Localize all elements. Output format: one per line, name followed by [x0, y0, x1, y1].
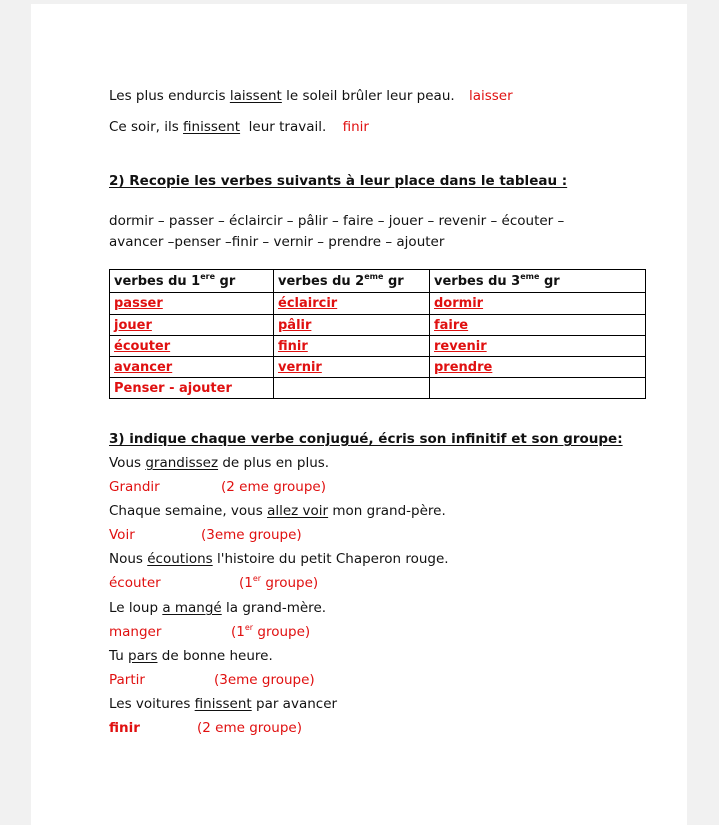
underlined-verb: grandissez — [145, 455, 219, 471]
underlined-verb: écoutions — [147, 551, 213, 567]
answer-infinitive: manger — [109, 624, 162, 640]
answer-group: (1er groupe) — [239, 574, 319, 591]
answer-infinitive: Voir — [109, 527, 135, 543]
exercise-sentence: Vous grandissez de plus en plus. — [109, 455, 330, 471]
table-header-row — [110, 270, 646, 293]
answer-infinitive: finir — [342, 119, 369, 135]
answer-infinitive: laisser — [468, 88, 513, 104]
table-cell: dormir — [430, 293, 646, 315]
table-cell: avancer — [110, 357, 274, 378]
answer-infinitive: écouter — [109, 575, 161, 591]
exercise-sentence: Tu pars de bonne heure. — [109, 648, 273, 664]
answer-group: (2 eme groupe) — [221, 479, 326, 495]
exercise-answer — [109, 623, 310, 641]
exercise-answer — [109, 526, 302, 544]
answer-infinitive: Grandir — [109, 479, 160, 495]
sentence-text: leur travail. — [240, 119, 327, 135]
underlined-verb: laissent — [229, 88, 282, 104]
table-cell: écouter — [110, 336, 274, 357]
document-page — [31, 4, 687, 825]
table-cell: éclaircir — [274, 293, 430, 315]
underlined-verb: finissent — [183, 119, 241, 135]
table-cell: vernir — [274, 357, 430, 378]
table-row — [110, 378, 646, 399]
intro-sentence-1 — [109, 87, 513, 105]
answer-group: (2 eme groupe) — [197, 720, 302, 736]
answer-infinitive: Partir — [109, 672, 145, 688]
sentence-text: Ce soir, ils — [109, 119, 184, 135]
table-cell: pâlir — [274, 315, 430, 336]
underlined-verb: finissent — [194, 696, 252, 712]
table-cell: jouer — [110, 315, 274, 336]
table-cell — [274, 378, 430, 399]
answer-group: (3eme groupe) — [201, 527, 302, 543]
underlined-verb: a mangé — [162, 600, 222, 616]
exercise-answer — [109, 574, 318, 592]
exercise-answer — [109, 478, 326, 496]
table-row — [110, 293, 646, 315]
exercise-sentence: Le loup a mangé la grand-mère. — [109, 600, 327, 616]
table-cell: finir — [274, 336, 430, 357]
question-3-title: 3) indique chaque verbe conjugué, écris son infinitif et son groupe: — [109, 431, 623, 447]
question-2-title: 2) Recopie les verbes suivants à leur place dans le tableau : — [109, 173, 568, 189]
answer-group: (1er groupe) — [231, 623, 311, 640]
table-cell: revenir — [430, 336, 646, 357]
table-row — [110, 315, 646, 336]
table-cell: passer — [110, 293, 274, 315]
exercise-answer — [109, 719, 302, 737]
header-group-2: verbes du 2eme gr — [274, 270, 430, 293]
table-cell — [430, 378, 646, 399]
verb-group-table — [109, 269, 646, 399]
verb-list-line-2: avancer –penser –finir – vernir – prendre – ajouter — [109, 234, 445, 250]
verb-list-line-1: dormir – passer – éclaircir – pâlir – faire – jouer – revenir – écouter – — [109, 213, 565, 229]
header-group-3: verbes du 3eme gr — [430, 270, 646, 293]
exercise-sentence: Chaque semaine, vous allez voir mon grand-père. — [109, 503, 446, 519]
sentence-text: Les plus endurcis — [109, 88, 230, 104]
answer-infinitive: finir — [109, 720, 140, 736]
exercise-sentence: Nous écoutions l'histoire du petit Chaperon rouge. — [109, 551, 449, 567]
table-cell: Penser - ajouter — [110, 378, 274, 399]
underlined-verb: allez voir — [267, 503, 329, 519]
underlined-verb: pars — [128, 648, 158, 664]
sentence-text: le soleil brûler leur peau. — [281, 88, 455, 104]
table-cell: faire — [430, 315, 646, 336]
exercise-sentence: Les voitures finissent par avancer — [109, 696, 338, 712]
exercise-answer — [109, 671, 315, 689]
header-group-1: verbes du 1ere gr — [110, 270, 274, 293]
table-row — [110, 357, 646, 378]
intro-sentence-2 — [109, 118, 369, 136]
table-row — [110, 336, 646, 357]
answer-group: (3eme groupe) — [214, 672, 315, 688]
table-cell: prendre — [430, 357, 646, 378]
